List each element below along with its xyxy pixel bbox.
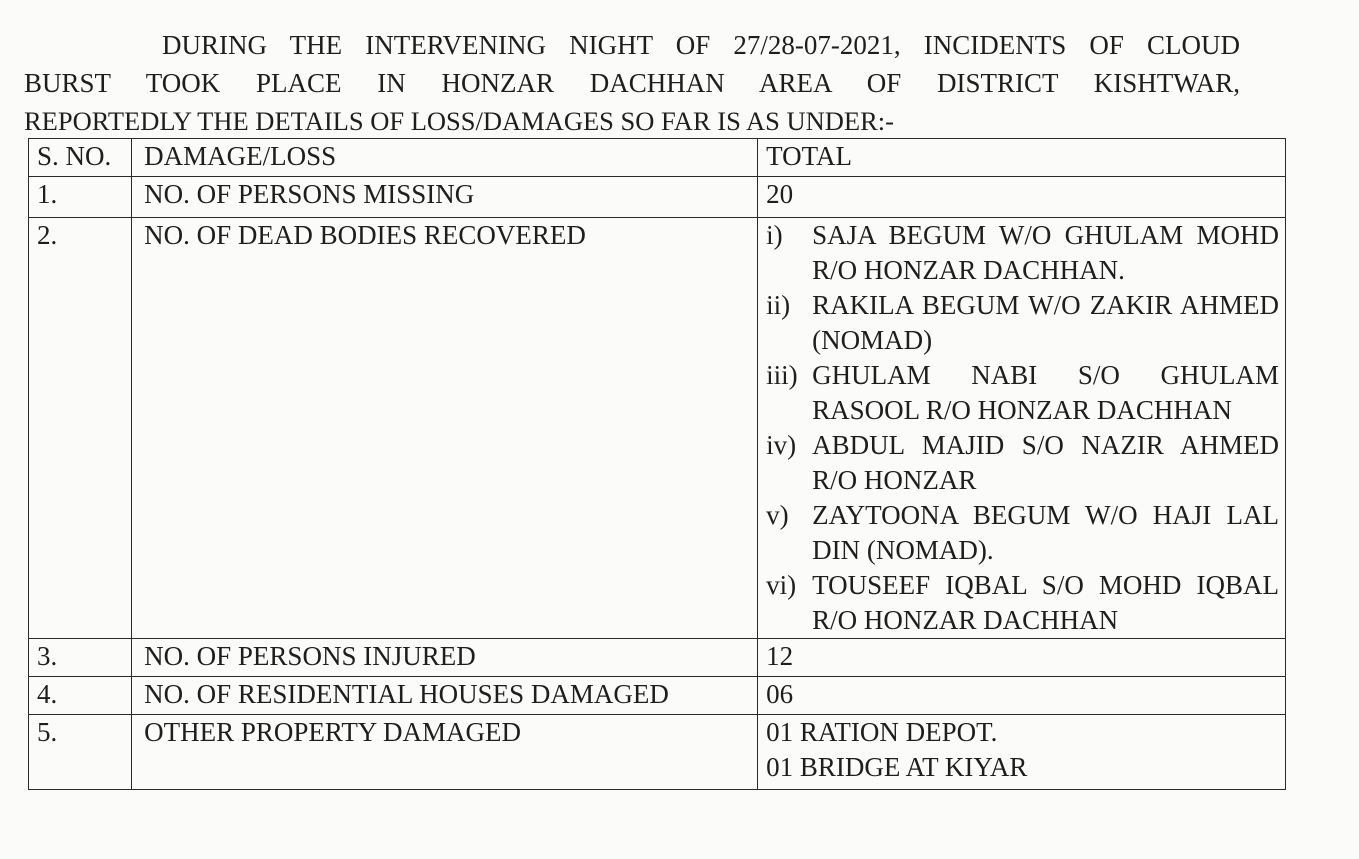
table-row bbox=[29, 677, 1286, 715]
table-row bbox=[29, 177, 1286, 218]
list-item-text: GHULAM NABI S/O GHULAM RASOOL R/O HONZAR DACHHAN bbox=[812, 360, 1279, 425]
row-total: 06 bbox=[758, 677, 1286, 715]
property-item: 01 BRIDGE AT KIYAR bbox=[766, 752, 1028, 782]
row-sno: 4. bbox=[29, 677, 132, 715]
header-total: TOTAL bbox=[758, 139, 1286, 177]
header-damage: DAMAGE/LOSS bbox=[132, 139, 758, 177]
list-item-text: RAKILA BEGUM W/O ZAKIR AHMED (NOMAD) bbox=[812, 290, 1279, 355]
list-item-number: v) bbox=[766, 500, 789, 530]
row-damage: OTHER PROPERTY DAMAGED bbox=[132, 715, 758, 790]
list-item bbox=[766, 218, 1279, 288]
row-sno: 1. bbox=[29, 177, 132, 218]
list-item bbox=[766, 428, 1279, 498]
table-header-row bbox=[29, 139, 1286, 177]
intro-line: REPORTEDLY THE DETAILS OF LOSS/DAMAGES SO FAR IS AS UNDER:- bbox=[24, 106, 894, 136]
list-item-number: ii) bbox=[766, 290, 791, 320]
list-item bbox=[766, 498, 1279, 568]
header-sno: S. NO. bbox=[29, 139, 132, 177]
list-item bbox=[766, 358, 1279, 428]
row-total: 12 bbox=[758, 639, 1286, 677]
intro-line: BURST TOOK PLACE IN HONZAR DACHHAN AREA OF DISTRICT KISHTWAR, bbox=[24, 68, 1240, 98]
row-total bbox=[758, 218, 1286, 639]
dead-bodies-list bbox=[766, 218, 1279, 638]
list-item-text: ABDUL MAJID S/O NAZIR AHMED R/O HONZAR bbox=[812, 430, 1279, 495]
row-sno: 3. bbox=[29, 639, 132, 677]
table-row bbox=[29, 218, 1286, 639]
row-sno: 5. bbox=[29, 715, 132, 790]
row-total: 20 bbox=[758, 177, 1286, 218]
list-item-number: iii) bbox=[766, 360, 798, 390]
list-item-number: iv) bbox=[766, 430, 797, 460]
list-item-text: SAJA BEGUM W/O GHULAM MOHD R/O HONZAR DACHHAN. bbox=[812, 220, 1279, 285]
row-sno: 2. bbox=[29, 218, 132, 639]
intro-line: DURING THE INTERVENING NIGHT OF 27/28-07-2021, INCIDENTS OF CLOUD bbox=[162, 30, 1240, 60]
list-item-number: vi) bbox=[766, 570, 797, 600]
row-damage: NO. OF PERSONS INJURED bbox=[132, 639, 758, 677]
list-item bbox=[766, 568, 1279, 638]
list-item bbox=[766, 288, 1279, 358]
list-item-text: TOUSEEF IQBAL S/O MOHD IQBAL R/O HONZAR DACHHAN bbox=[812, 570, 1279, 635]
row-damage: NO. OF RESIDENTIAL HOUSES DAMAGED bbox=[132, 677, 758, 715]
list-item-text: ZAYTOONA BEGUM W/O HAJI LAL DIN (NOMAD). bbox=[812, 500, 1279, 565]
table-row bbox=[29, 715, 1286, 790]
intro-paragraph bbox=[24, 26, 1240, 140]
property-item: 01 RATION DEPOT. bbox=[766, 717, 998, 747]
row-damage: NO. OF DEAD BODIES RECOVERED bbox=[132, 218, 758, 639]
row-damage: NO. OF PERSONS MISSING bbox=[132, 177, 758, 218]
row-total bbox=[758, 715, 1286, 790]
table-row bbox=[29, 639, 1286, 677]
list-item-number: i) bbox=[766, 220, 783, 250]
loss-table bbox=[28, 138, 1286, 790]
